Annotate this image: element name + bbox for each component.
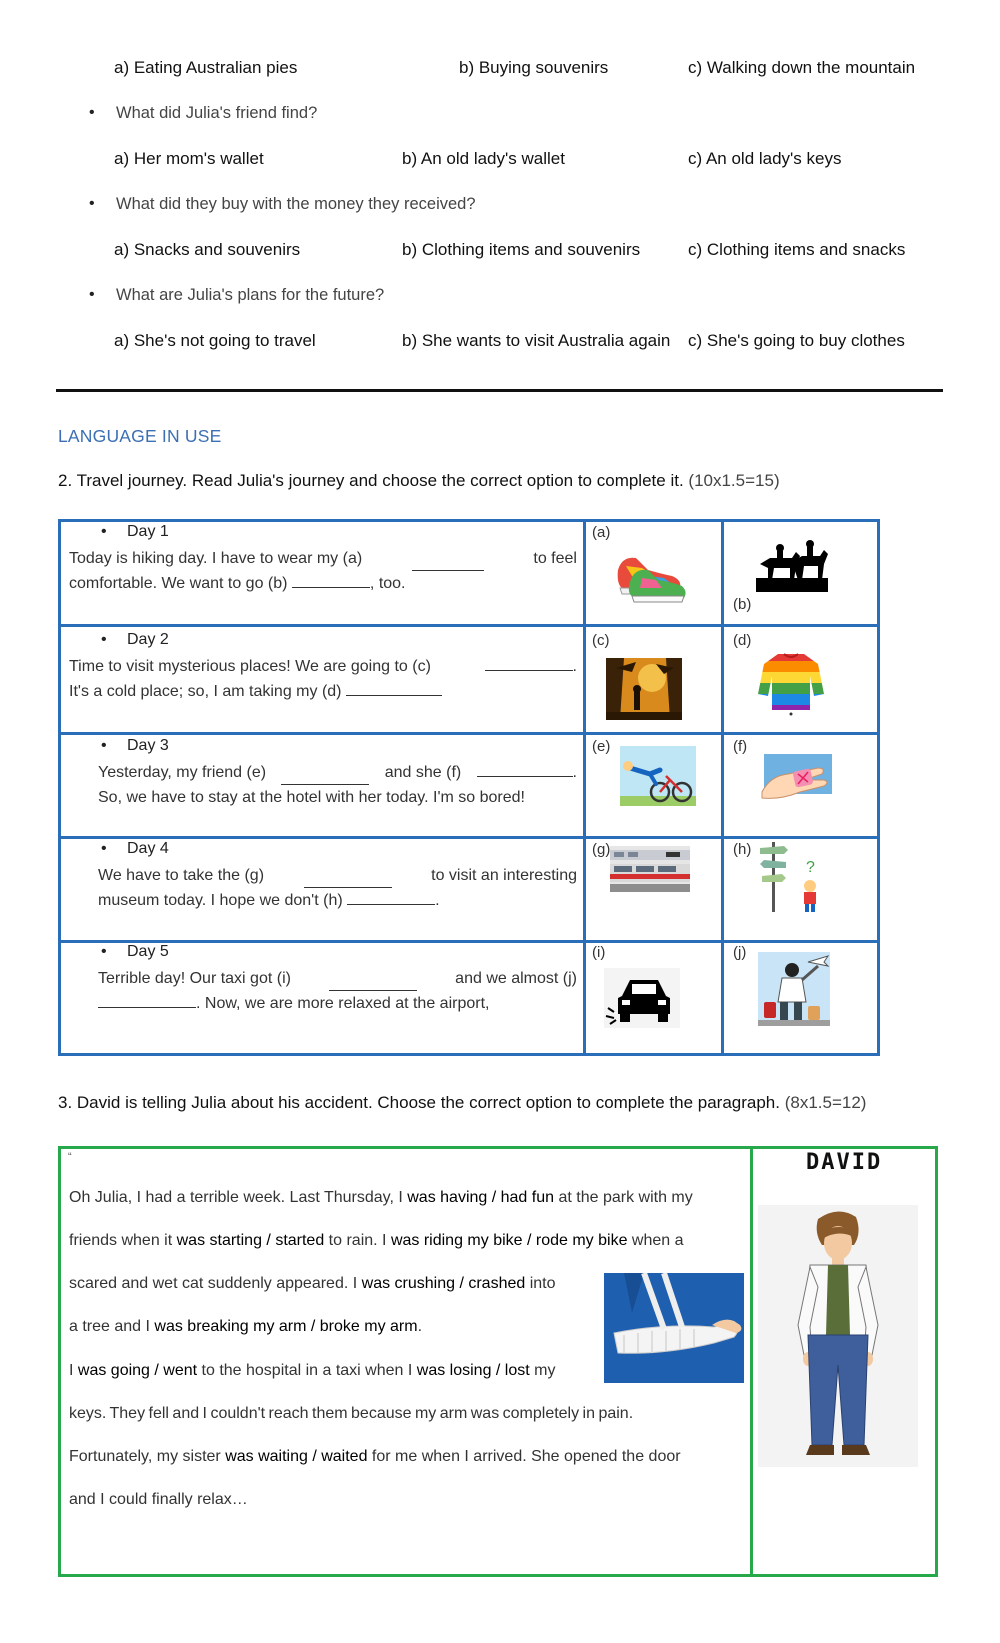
para-l1c: at the park with my bbox=[554, 1189, 693, 1206]
label-d: (d) bbox=[733, 632, 752, 649]
day3-heading: • Day 3 bbox=[127, 737, 169, 755]
section-divider bbox=[56, 389, 943, 392]
day3-line1m: and she (f) bbox=[384, 764, 462, 781]
day1-line2a: comfortable. We want to go (b) bbox=[69, 575, 288, 592]
para-line-7 bbox=[69, 1448, 681, 1466]
day1-line2b: , too. bbox=[369, 575, 406, 592]
bandaged-hand-icon bbox=[760, 752, 836, 802]
option-c-buy: c) Clothing items and snacks bbox=[688, 240, 906, 259]
day2-line1a: Time to visit mysterious places! We are going to (c) bbox=[69, 658, 431, 675]
option-a-find: a) Her mom's wallet bbox=[114, 149, 264, 168]
choice-5[interactable]: was breaking my arm / broke my arm bbox=[154, 1318, 418, 1335]
david-figure bbox=[758, 1205, 918, 1467]
para-line-8: and I could finally relax… bbox=[69, 1491, 248, 1508]
day5-heading: • Day 5 bbox=[127, 943, 169, 961]
choice-2[interactable]: was starting / started bbox=[176, 1232, 325, 1249]
option-b-find: b) An old lady's wallet bbox=[402, 149, 565, 168]
label-f: (f) bbox=[733, 738, 748, 755]
exercise2-instruction bbox=[58, 471, 780, 491]
label-j: (j) bbox=[733, 944, 747, 961]
choice-7[interactable]: was losing / lost bbox=[416, 1362, 530, 1379]
para-l7c: for me when I arrived. She opened the door bbox=[367, 1448, 681, 1465]
option-b-buy: b) Clothing items and souvenirs bbox=[402, 240, 641, 259]
signpost-lost-icon bbox=[756, 836, 826, 914]
para-l1a: Oh Julia, I had a terrible week. Last Thursday, I bbox=[69, 1189, 408, 1206]
label-i: (i) bbox=[592, 944, 606, 961]
david-box-divider bbox=[750, 1146, 753, 1577]
label-a: (a) bbox=[592, 524, 611, 541]
exercise2-points: (10x1.5=15) bbox=[688, 471, 780, 490]
choice-4[interactable]: was crushing / crashed bbox=[361, 1275, 526, 1292]
sneakers-icon bbox=[612, 548, 688, 606]
choice-8[interactable]: was waiting / waited bbox=[225, 1448, 368, 1465]
para-line-6: keys. They fell and I couldn't reach them because my arm was completely in pain. bbox=[69, 1405, 634, 1422]
para-l2a: friends when it bbox=[69, 1232, 177, 1249]
blank-c bbox=[485, 670, 573, 671]
day5-text bbox=[98, 966, 577, 1016]
para-l5a: I bbox=[69, 1362, 78, 1379]
day3-text bbox=[98, 760, 577, 810]
blank-f bbox=[477, 776, 573, 777]
table-divider-h4 bbox=[58, 940, 880, 943]
option-b-plans: b) She wants to visit Australia again bbox=[402, 331, 671, 350]
svg-text:?: ? bbox=[806, 859, 815, 876]
exercise3-points: (8x1.5=12) bbox=[784, 1093, 867, 1112]
para-line-4 bbox=[69, 1318, 422, 1336]
day4-line1a: We have to take the (g) bbox=[98, 867, 265, 884]
choice-1[interactable]: was having / had fun bbox=[407, 1189, 555, 1206]
day1-heading: • Day 1 bbox=[127, 523, 169, 541]
para-l4c: . bbox=[417, 1318, 423, 1335]
day4-heading: • Day 4 bbox=[127, 840, 169, 858]
broken-arm-photo bbox=[604, 1273, 744, 1383]
day4-line2b: . bbox=[435, 892, 440, 909]
para-l2c: to rain. I bbox=[324, 1232, 391, 1249]
train-icon bbox=[610, 846, 690, 892]
para-l4a: a tree and I bbox=[69, 1318, 155, 1335]
blank-g bbox=[304, 863, 392, 888]
car-crash-icon bbox=[604, 968, 680, 1028]
para-l3a: scared and wet cat suddenly appeared. I bbox=[69, 1275, 362, 1292]
exercise3-instruction bbox=[58, 1093, 866, 1113]
exercise2-instruction-text: 2. Travel journey. Read Julia's journey and choose the correct option to complete it. bbox=[58, 471, 684, 490]
choice-6[interactable]: was going / went bbox=[77, 1362, 198, 1379]
day1-line1a: Today is hiking day. I have to wear my (a) bbox=[69, 550, 363, 567]
para-l7a: Fortunately, my sister bbox=[69, 1448, 226, 1465]
table-divider-h2 bbox=[58, 732, 880, 735]
label-g: (g) bbox=[592, 841, 611, 858]
day1-line1b: to feel bbox=[533, 550, 577, 567]
blank-h bbox=[347, 904, 435, 905]
day2-heading: • Day 2 bbox=[127, 631, 169, 649]
table-divider-v2 bbox=[721, 519, 724, 1056]
label-h: (h) bbox=[733, 841, 752, 858]
day2-text bbox=[69, 654, 577, 704]
mysterious-place-icon bbox=[606, 658, 682, 720]
day3-line1a: Yesterday, my friend (e) bbox=[98, 764, 267, 781]
david-title: DAVID bbox=[806, 1150, 883, 1175]
para-l2e: when a bbox=[627, 1232, 684, 1249]
label-c: (c) bbox=[592, 632, 610, 649]
choice-3[interactable]: was riding my bike / rode my bike bbox=[390, 1232, 628, 1249]
option-a-prev: a) Eating Australian pies bbox=[114, 58, 298, 77]
option-c-find: c) An old lady's keys bbox=[688, 149, 842, 168]
table-divider-h1 bbox=[58, 624, 880, 627]
day1-text bbox=[69, 546, 577, 596]
para-line-5 bbox=[69, 1362, 555, 1380]
horse-riding-icon bbox=[756, 534, 828, 592]
day4-line2a: museum today. I hope we don't (h) bbox=[98, 892, 343, 909]
label-e: (e) bbox=[592, 738, 611, 755]
blank-e bbox=[281, 760, 369, 785]
table-divider-v1 bbox=[583, 519, 586, 1056]
blank-a bbox=[412, 546, 484, 571]
option-c-prev: c) Walking down the mountain bbox=[688, 58, 916, 77]
blank-b bbox=[292, 587, 370, 588]
day3-line1b: . bbox=[572, 764, 577, 781]
para-line-1 bbox=[69, 1189, 693, 1207]
day3-line2: So, we have to stay at the hotel with her today. I'm so bored! bbox=[98, 789, 525, 806]
para-line-2 bbox=[69, 1232, 684, 1250]
option-c-plans: c) She's going to buy clothes bbox=[688, 331, 905, 350]
blank-i bbox=[329, 966, 417, 991]
day5-line1b: and we almost (j) bbox=[455, 970, 577, 987]
day4-text bbox=[98, 863, 577, 913]
section-title: LANGUAGE IN USE bbox=[58, 426, 222, 446]
sweater-icon bbox=[758, 650, 824, 716]
para-l3c: into bbox=[525, 1275, 556, 1292]
question-plans: • What are Julia's plans for the future? bbox=[116, 286, 384, 305]
blank-j bbox=[98, 1007, 196, 1008]
para-line-3 bbox=[69, 1275, 556, 1293]
day2-line1b: . bbox=[572, 658, 577, 675]
exercise3-instruction-text: 3. David is telling Julia about his accident. Choose the correct option to complete the paragraph. bbox=[58, 1093, 780, 1112]
day4-line1b: to visit an interesting bbox=[431, 867, 577, 884]
day5-line2b: . Now, we are more relaxed at the airport, bbox=[196, 995, 490, 1012]
blank-d bbox=[346, 695, 442, 696]
question-buy: • What did they buy with the money they received? bbox=[116, 195, 476, 214]
para-l5e: my bbox=[529, 1362, 556, 1379]
day5-line1a: Terrible day! Our taxi got (i) bbox=[98, 970, 291, 987]
missed-flight-icon bbox=[758, 952, 830, 1026]
para-l5c: to the hospital in a taxi when I bbox=[197, 1362, 417, 1379]
day2-line2a: It's a cold place; so, I am taking my (d) bbox=[69, 683, 342, 700]
question-find: • What did Julia's friend find? bbox=[116, 104, 317, 123]
bike-accident-icon bbox=[620, 746, 696, 806]
opening-quote: “ bbox=[68, 1151, 72, 1163]
option-a-plans: a) She's not going to travel bbox=[114, 331, 316, 350]
option-a-buy: a) Snacks and souvenirs bbox=[114, 240, 301, 259]
option-b-prev: b) Buying souvenirs bbox=[459, 58, 609, 77]
label-b: (b) bbox=[733, 596, 752, 613]
